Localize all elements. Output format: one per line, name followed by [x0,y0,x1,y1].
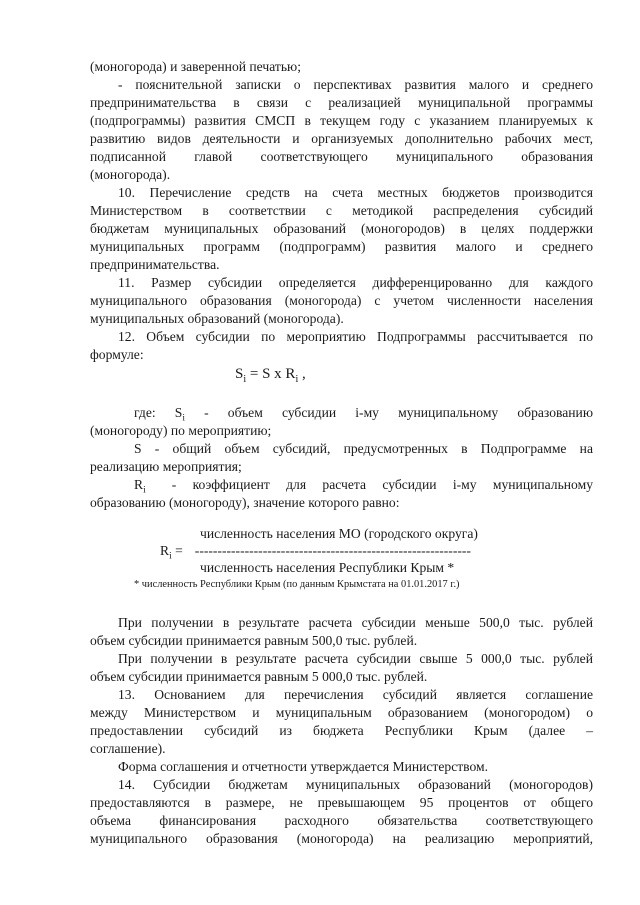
formula-lhs: S [235,366,244,382]
text-line: предоставлении субсидий из бюджета Республики Крым (далее – [90,723,593,738]
fraction-denominator: численность населения Республики Крым * [200,560,455,575]
paragraph-13: 13. Основанием для перечисления субсидий является соглашение [118,687,593,702]
def-s-line: S - общий объем субсидий, предусмотренных в Подпрограмме на [134,441,593,456]
paragraph-11: 11. Размер субсидии определяется дифференцированно для каждого [118,275,593,290]
text-line: Форма соглашения и отчетности утверждается Министерством. [118,759,489,774]
subsidy-formula [235,366,306,384]
text-line: образованию (моногороду), значение которого равно: [90,495,400,510]
text-line: соглашение). [90,741,166,756]
text-line: муниципального образования (моногорода) с учетом численности населения [90,293,593,308]
paragraph-12: 12. Объем субсидии по мероприятию Подпрограммы рассчитывается по [118,329,593,344]
footnote: * численность Республики Крым (по данным Крымстата на 01.01.2017 г.) [134,579,460,590]
text-line: объема финансирования расходного обязательства соответствующего [90,813,593,828]
fraction-bar: ------------------------------------------------------------- [194,543,471,558]
paragraph-10: 10. Перечисление средств на счета местных бюджетов производится [118,185,593,200]
text-line: реализацию мероприятия; [90,459,242,474]
def-ri-symbol: R [134,477,144,492]
formula-mid: = S x R [246,366,296,382]
text-line: При получении в результате расчета субсидии меньше 500,0 тыс. рублей [118,615,593,630]
text-line: предпринимательства. [90,257,220,272]
text-line: развитию видов деятельности и организуемых дополнительно рабочих мест, [90,131,593,146]
text-line: муниципальных программ (подпрограмм) развития малого и среднего [90,239,593,254]
text-line: предоставляются в размере, не превышающем 95 процентов от общего [90,795,593,810]
text-line: подписанной главой соответствующего муниципального образования [90,149,593,164]
text-line: (моногорода). [90,167,171,182]
formula-lhs-sub: i [243,374,247,385]
text-line: объем субсидии принимается равным 5 000,0 тыс. рублей. [90,669,428,684]
text-line: При получении в результате расчета субсидии свыше 5 000,0 тыс. рублей [118,651,593,666]
text-line: (моногорода) и заверенной печатью; [90,59,301,74]
text-line: (моногороду) по мероприятию; [90,423,272,438]
def-si-sub: i [182,413,185,424]
formula-rhs-sub: i [295,374,299,385]
def-si-where: где: S [134,405,183,420]
text-line: предпринимательства в связи с реализацией муниципальной программы [90,95,593,110]
fraction-lhs-sub: i [169,551,172,562]
text-line: объем субсидии принимается равным 500,0 тыс. рублей. [90,633,418,648]
text-line: муниципального образования (моногорода) на реализацию мероприятий, [90,831,593,846]
fraction-line [160,542,471,560]
fraction-numerator: численность населения МО (городского округа) [200,526,478,541]
def-ri-sub: i [143,485,146,496]
text-line: - пояснительной записки о перспективах развития малого и среднего [118,77,593,92]
fraction-eq: = [171,543,183,558]
text-line: (подпрограммы) развития СМСП в текущем году с указанием планируемых к [90,113,593,128]
formula-end: , [298,366,306,382]
text-line: между Министерством и муниципальным образованием (моногородом) о [90,705,593,720]
def-si-line [134,404,593,422]
def-ri-text: - коэффициент для расчета субсидии i-му муниципальному [171,477,593,492]
fraction-lhs: R [160,543,170,558]
text-line: бюджетам муниципальных образований (моногородов) в целях поддержки [90,221,593,236]
text-line: Министерством в соответствии с методикой распределения субсидий [90,203,593,218]
text-line: муниципальных образований (моногорода). [90,311,344,326]
paragraph-14: 14. Субсидии бюджетам муниципальных образований (моногородов) [118,777,593,792]
text-line: формуле: [90,347,144,362]
def-ri-line [134,476,593,494]
def-si-text: - объем субсидии i-му муниципальному образованию [184,405,593,420]
